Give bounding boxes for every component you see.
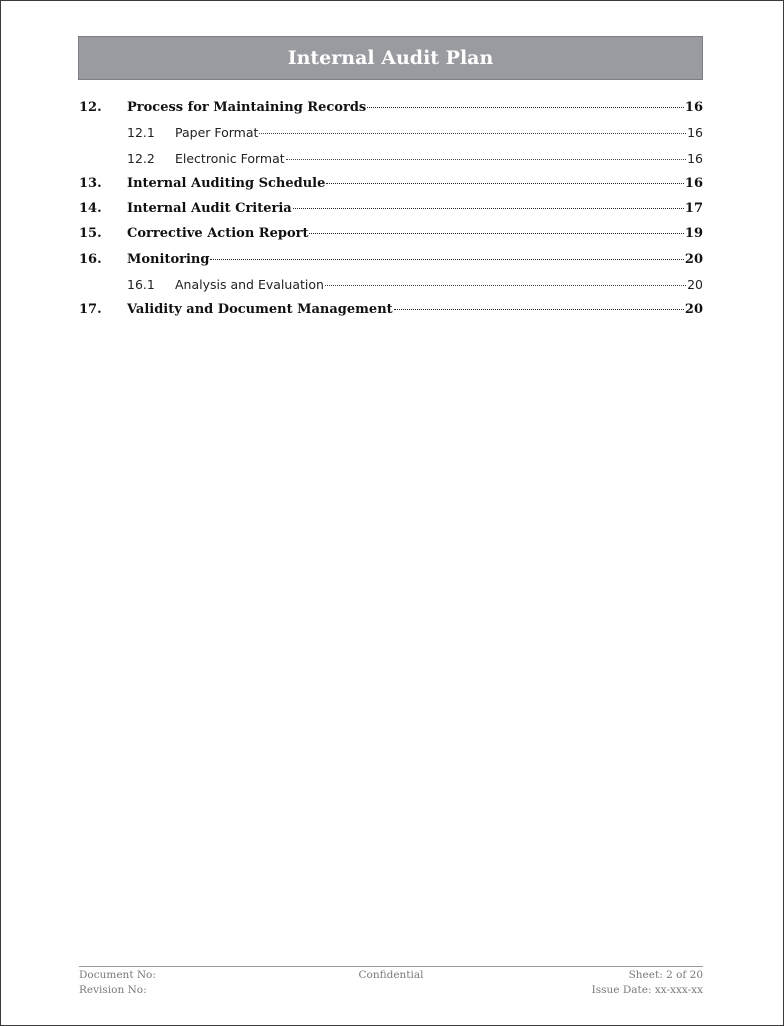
toc-leader-dots	[394, 309, 684, 310]
toc-entry-number: 17.	[79, 302, 102, 318]
toc-entry-number: 12.2	[127, 150, 155, 166]
toc-leader-dots	[309, 233, 683, 234]
toc-entry[interactable]	[79, 221, 703, 246]
toc-entry-number: 14.	[79, 201, 102, 217]
toc-entry-label: Analysis and Evaluation	[175, 277, 324, 293]
toc-leader-dots	[325, 285, 686, 286]
toc-entry-number: 12.	[79, 100, 102, 115]
toc-leader-dots	[293, 208, 684, 209]
toc-leader-dots	[326, 183, 684, 184]
toc-entry[interactable]	[79, 196, 703, 221]
toc-entry-page: 16	[687, 150, 703, 166]
footer-divider	[79, 966, 703, 967]
sheet-number: Sheet: 2 of 20	[628, 969, 703, 981]
document-title: Internal Audit Plan	[287, 47, 494, 69]
toc-entry-page: 16	[684, 100, 703, 115]
toc-entry-page: 20	[684, 302, 703, 318]
confidential-label: Confidential	[358, 969, 424, 981]
toc-entry-label: Electronic Format	[175, 150, 285, 166]
toc-entry[interactable]	[79, 247, 703, 272]
toc-leader-dots	[286, 159, 686, 160]
toc-entry[interactable]	[79, 297, 703, 322]
toc-entry-page: 16	[687, 125, 703, 141]
toc-entry-number: 16.	[79, 251, 102, 267]
toc-entry-page: 17	[684, 201, 703, 217]
toc-entry-label: Corrective Action Report	[127, 226, 309, 242]
title-banner	[78, 36, 703, 80]
toc-subentry[interactable]	[79, 120, 703, 145]
toc-subentry[interactable]	[79, 272, 703, 297]
revision-number-label: Revision No:	[79, 983, 147, 996]
toc-entry-label: Internal Audit Criteria	[127, 201, 292, 217]
toc-entry-label: Paper Format	[175, 125, 259, 141]
toc-entry-label: Monitoring	[127, 251, 210, 267]
toc-entry[interactable]	[79, 171, 703, 196]
document-number-label: Document No:	[79, 969, 156, 981]
toc-entry-label: Validity and Document Management	[127, 302, 393, 318]
table-of-contents	[79, 95, 703, 323]
toc-leader-dots	[210, 259, 683, 260]
toc-entry-label: Internal Auditing Schedule	[127, 175, 326, 191]
toc-subentry[interactable]	[79, 146, 703, 171]
toc-entry[interactable]	[79, 95, 703, 120]
toc-leader-dots	[367, 107, 684, 108]
toc-entry-number: 13.	[79, 175, 102, 191]
toc-entry-number: 16.1	[127, 277, 155, 293]
toc-entry-label: Process for Maintaining Records	[127, 100, 367, 115]
toc-leader-dots	[259, 133, 686, 134]
footer-right	[592, 968, 703, 997]
toc-entry-page: 20	[687, 277, 703, 293]
issue-date: Issue Date: xx-xxx-xx	[591, 983, 703, 996]
toc-entry-page: 16	[684, 175, 703, 191]
toc-entry-page: 20	[684, 251, 703, 267]
toc-entry-number: 12.1	[127, 125, 155, 141]
toc-entry-page: 19	[684, 226, 703, 242]
toc-entry-number: 15.	[79, 226, 102, 242]
